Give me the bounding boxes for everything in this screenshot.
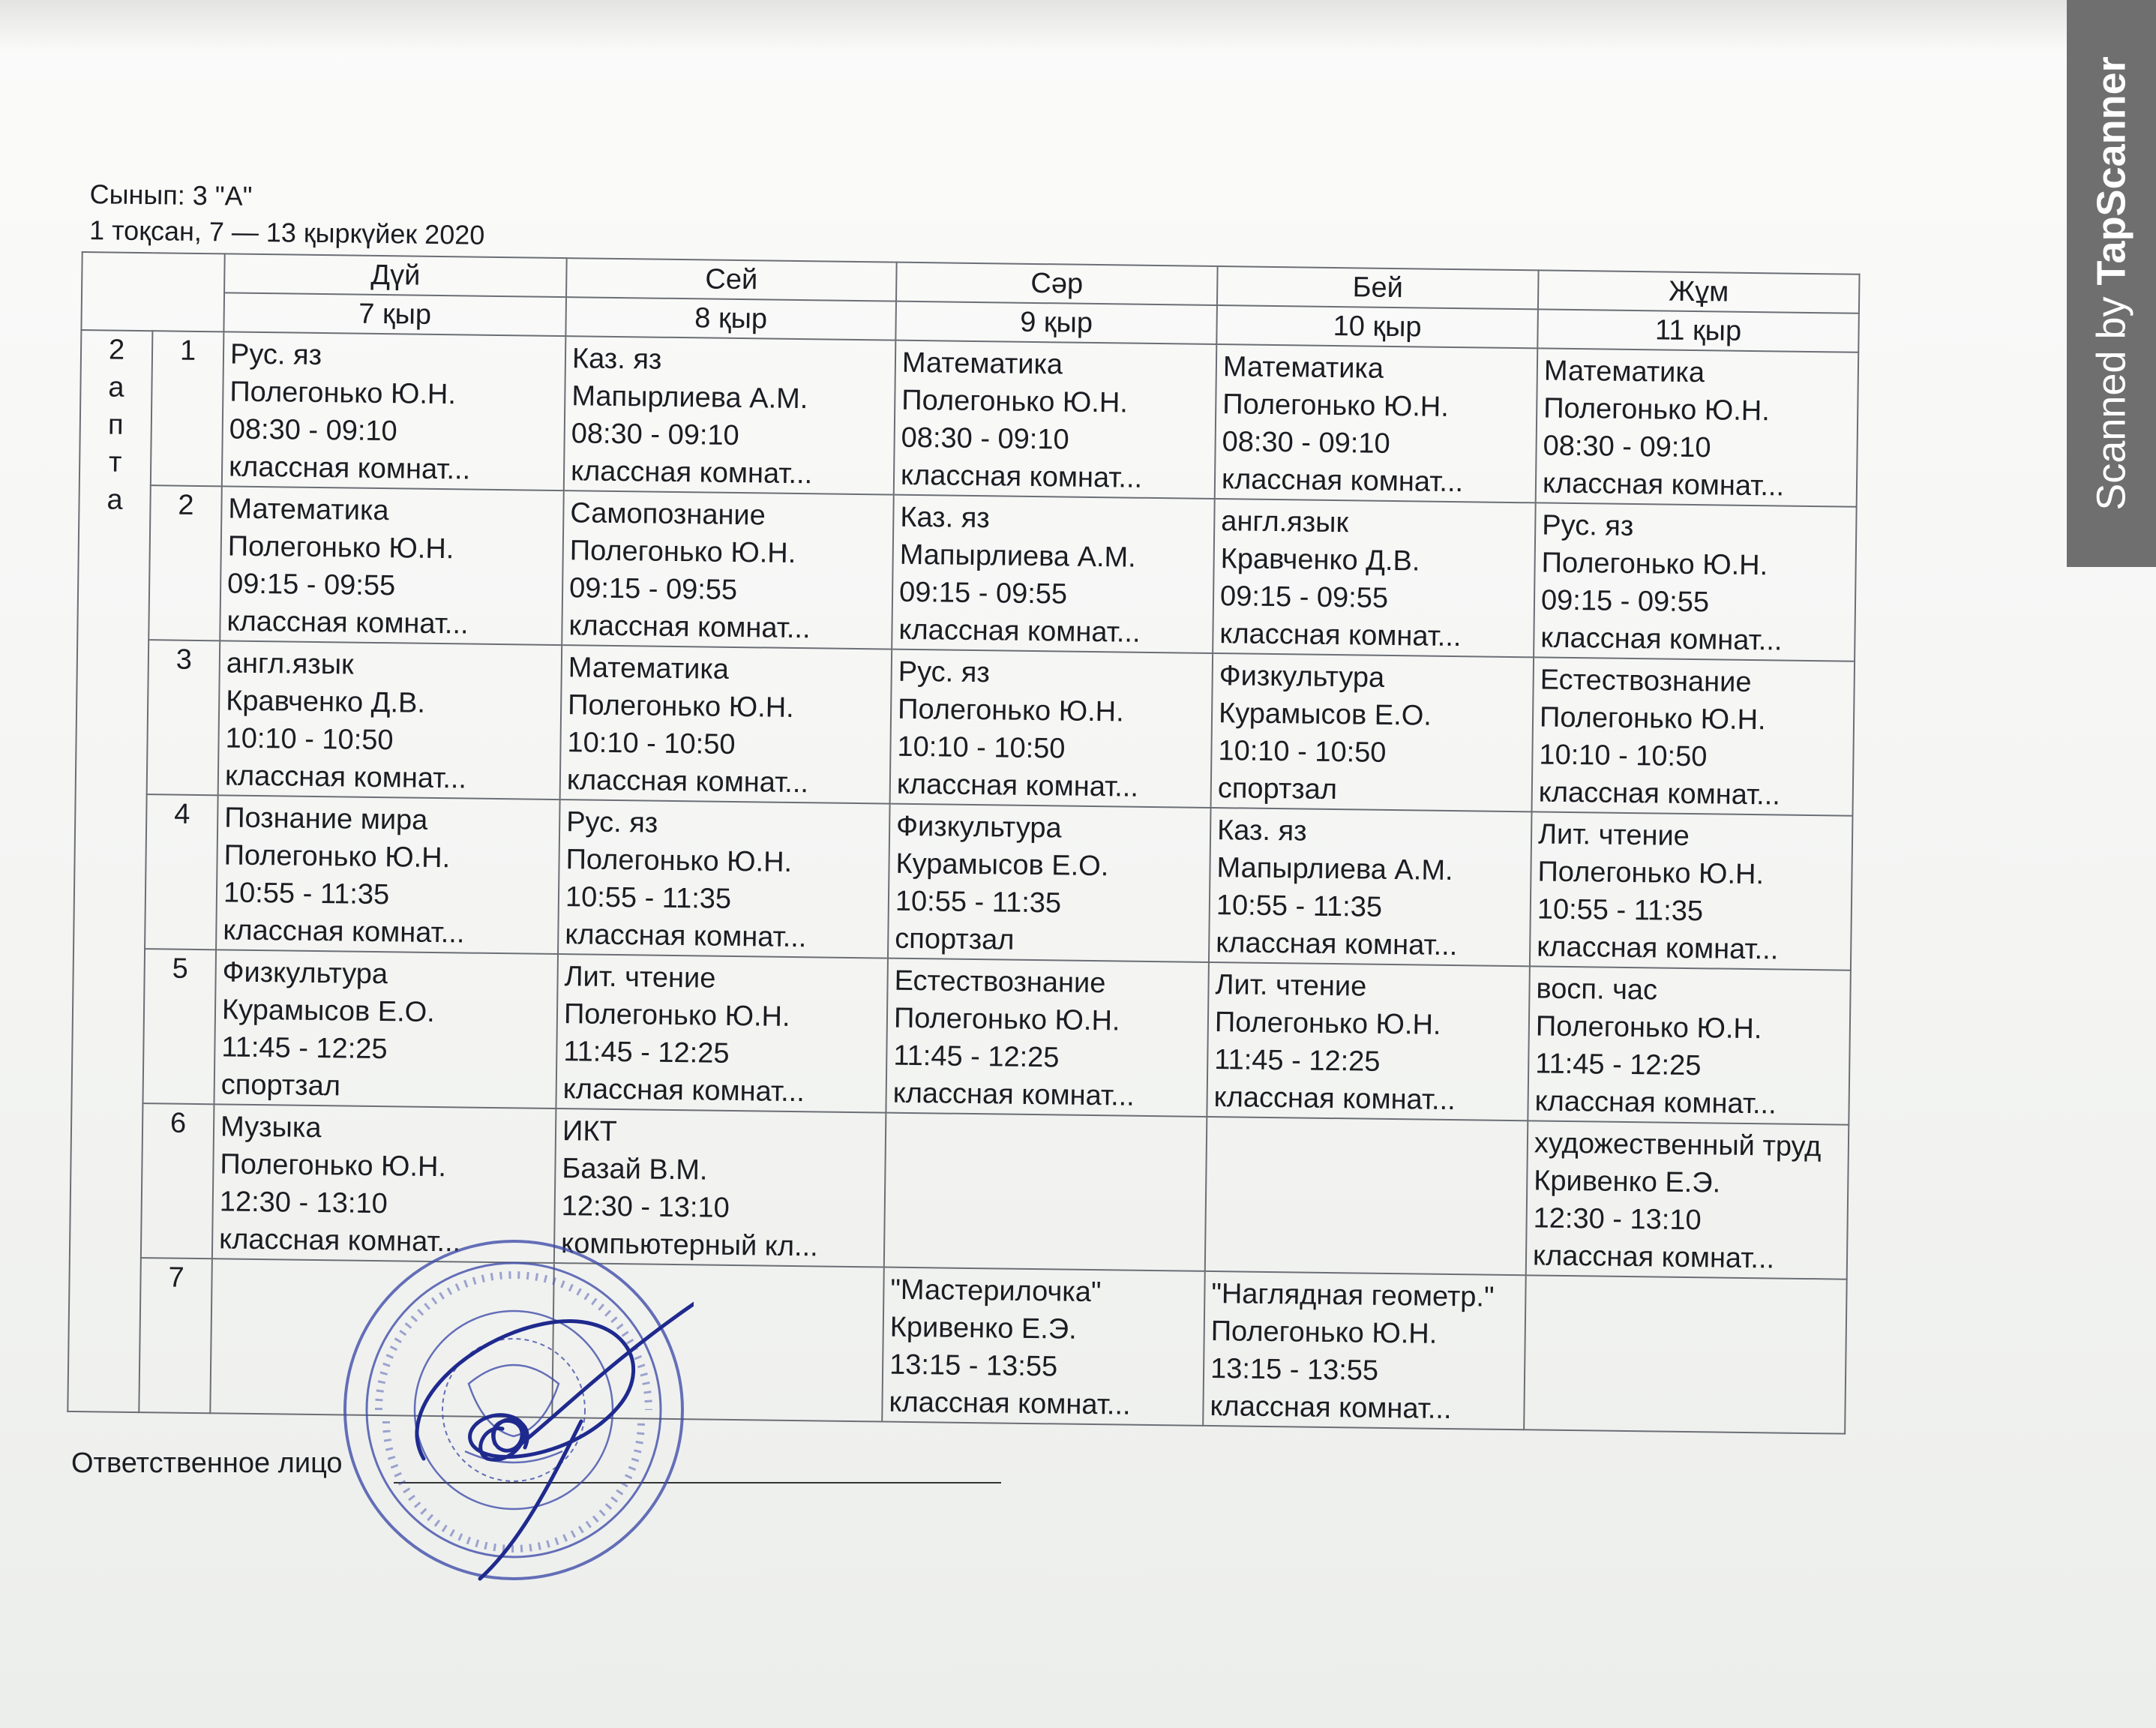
lesson-row	[79, 330, 1858, 507]
day-name: Сәр	[896, 262, 1218, 305]
lesson-room: компьютерный кл...	[560, 1228, 818, 1263]
lesson-room: классная комнат...	[1532, 1240, 1775, 1275]
lesson-subject: Физкультура	[895, 810, 1062, 844]
lesson-teacher: Мапырлиева А.М.	[571, 380, 808, 416]
day-date: 10 қыр	[1216, 305, 1538, 348]
day-date: 11 қыр	[1537, 309, 1859, 352]
day-date: 9 қыр	[895, 302, 1217, 344]
lesson-time: 09:15 - 09:55	[568, 572, 738, 607]
lesson-subject: Каз. яз	[1216, 814, 1307, 848]
lesson-cell	[1534, 502, 1857, 661]
lesson-cell	[1528, 966, 1851, 1124]
lesson-time: 11:45 - 12:25	[1535, 1048, 1702, 1082]
lesson-cell	[892, 495, 1215, 653]
lesson-room	[1212, 1233, 1520, 1274]
lesson-number: 4	[145, 794, 218, 950]
lesson-time: 10:10 - 10:50	[1218, 735, 1387, 769]
lesson-room	[1531, 1391, 1839, 1432]
lesson-row	[77, 484, 1856, 662]
lesson-room: классная комнат...	[218, 1223, 461, 1258]
lesson-room: классная комнат...	[1216, 927, 1458, 962]
week-letter: а	[108, 371, 124, 404]
lesson-subject: англ.язык	[226, 647, 354, 681]
lesson-teacher: Полегонько Ю.Н.	[893, 1002, 1120, 1037]
lesson-cell	[222, 332, 566, 490]
lesson-cell	[894, 340, 1217, 499]
lesson-teacher: Полегонько Ю.Н.	[1222, 388, 1450, 423]
lesson-time: 10:55 - 11:35	[1537, 893, 1704, 928]
lesson-time: 10:55 - 11:35	[223, 877, 390, 911]
lesson-teacher: Полегонько Ю.Н.	[1543, 392, 1771, 428]
lesson-room: классная комнат...	[566, 764, 809, 800]
lesson-cell	[890, 650, 1213, 808]
lesson-room: классная комнат...	[1210, 1390, 1452, 1426]
lesson-time: 10:10 - 10:50	[1539, 739, 1708, 773]
lesson-cell	[564, 336, 896, 495]
lesson-subject: Каз. яз	[571, 343, 662, 376]
lesson-time: 10:10 - 10:50	[225, 722, 394, 757]
lesson-cell	[1530, 812, 1853, 970]
page-edge-shadow	[0, 0, 2156, 52]
lesson-subject: Рус. яз	[229, 338, 322, 372]
lesson-number: 1	[151, 331, 224, 486]
corner-cell	[81, 252, 224, 332]
lesson-time: 08:30 - 09:10	[229, 413, 397, 448]
lesson-cell	[558, 800, 890, 958]
lesson-teacher: Курамысов Е.О.	[895, 848, 1109, 883]
lesson-room: классная комнат...	[1538, 776, 1781, 812]
lesson-teacher	[892, 1154, 1200, 1196]
lesson-cell	[884, 1113, 1207, 1271]
lesson-room: классная комнат...	[226, 605, 469, 640]
lesson-room: классная комнат...	[568, 610, 811, 645]
lesson-cell	[562, 490, 894, 650]
lesson-time: 12:30 - 13:10	[561, 1190, 730, 1224]
lesson-subject: Самопознание	[570, 497, 766, 532]
week-letter: т	[108, 446, 122, 478]
lesson-time: 12:30 - 13:10	[219, 1186, 388, 1220]
lesson-cell	[1213, 499, 1536, 657]
lesson-subject: Естествознание	[1540, 664, 1752, 699]
lesson-time: 09:15 - 09:55	[226, 568, 396, 602]
lesson-room: спортзал	[895, 922, 1015, 956]
lesson-row	[71, 948, 1850, 1125]
day-name: Дүй	[224, 254, 567, 297]
lesson-teacher: Базай В.М.	[562, 1153, 708, 1186]
lesson-time: 09:15 - 09:55	[898, 576, 1068, 610]
lesson-row	[73, 794, 1852, 970]
lesson-room: классная комнат...	[570, 455, 813, 490]
lesson-subject	[1213, 1120, 1522, 1162]
lesson-room: классная комнат...	[228, 451, 471, 486]
lesson-room: классная комнат...	[889, 1386, 1131, 1421]
lesson-number: 3	[147, 640, 220, 795]
lesson-cell	[1209, 808, 1532, 966]
lesson-room: классная комнат...	[562, 1073, 805, 1108]
lesson-teacher: Полегонько Ю.Н.	[1210, 1316, 1438, 1350]
lesson-room: классная комнат...	[1534, 1085, 1777, 1120]
lesson-cell	[1524, 1275, 1847, 1433]
lesson-subject: Музыка	[220, 1111, 322, 1144]
lesson-cell	[1207, 962, 1530, 1120]
lesson-teacher: Кравченко Д.В.	[225, 685, 426, 719]
school-seal-with-signature	[334, 1226, 694, 1594]
lesson-subject: Каз. яз	[900, 501, 991, 535]
lesson-teacher: Полегонько Ю.Н.	[1537, 856, 1765, 891]
lesson-teacher	[1531, 1316, 1840, 1358]
scanner-watermark	[2067, 0, 2156, 567]
lesson-subject: Физкультура	[1219, 660, 1385, 694]
lesson-cell	[560, 645, 892, 804]
lesson-subject: Познание мира	[224, 802, 428, 836]
lesson-room: классная комнат...	[1221, 464, 1464, 499]
lesson-number: 7	[139, 1258, 212, 1413]
lesson-subject: Лит. чтение	[1537, 818, 1690, 852]
lesson-row	[76, 639, 1855, 816]
lesson-teacher: Курамысов Е.О.	[1218, 698, 1432, 732]
lesson-time: 09:15 - 09:55	[1540, 584, 1710, 619]
lesson-cell	[1203, 1271, 1526, 1430]
class-title: Сынып: 3 "А"	[89, 178, 253, 212]
lesson-cell	[882, 1268, 1205, 1426]
lesson-subject: Математика	[568, 652, 730, 686]
lesson-subject: Математика	[1222, 351, 1384, 385]
scanner-prefix: Scanned by	[2089, 285, 2134, 511]
lesson-cell	[1211, 653, 1534, 812]
lesson-cell	[220, 486, 564, 645]
lesson-teacher: Полегонько Ю.Н.	[1214, 1006, 1441, 1041]
lesson-time: 08:30 - 09:10	[1222, 426, 1390, 460]
lesson-time: 08:30 - 09:10	[571, 418, 739, 452]
lesson-teacher: Полегонько Ю.Н.	[223, 839, 451, 874]
lesson-subject: Рус. яз	[898, 656, 991, 689]
week-letter: 2	[108, 334, 125, 366]
lesson-subject: восп. час	[1536, 973, 1658, 1006]
lesson-subject: англ.язык	[1221, 506, 1349, 539]
lesson-cell	[886, 958, 1209, 1117]
day-name: Сей	[566, 258, 897, 302]
lesson-subject: Физкультура	[222, 956, 388, 991]
lesson-time	[891, 1192, 1199, 1233]
lesson-time: 11:45 - 12:25	[563, 1036, 730, 1070]
lesson-teacher: Полегонько Ю.Н.	[229, 376, 457, 411]
lesson-room: классная комнат...	[1219, 618, 1462, 653]
lesson-room	[891, 1229, 1199, 1270]
lesson-subject: Математика	[901, 346, 1063, 381]
lesson-time: 10:55 - 11:35	[1216, 890, 1383, 923]
lesson-subject: Математика	[1543, 355, 1705, 389]
lesson-time: 10:10 - 10:50	[567, 727, 736, 760]
lesson-room: классная комнат...	[896, 768, 1139, 803]
lesson-cell	[214, 950, 558, 1108]
lesson-teacher	[1213, 1158, 1521, 1199]
lesson-time	[1212, 1196, 1520, 1237]
lesson-teacher: Полегонько Ю.Н.	[1535, 1010, 1762, 1046]
lesson-time: 11:45 - 12:25	[893, 1040, 1060, 1074]
lesson-teacher: Полегонько Ю.Н.	[565, 844, 793, 878]
lesson-time: 12:30 - 13:10	[1533, 1202, 1702, 1237]
lesson-time: 11:45 - 12:25	[1214, 1044, 1381, 1078]
lesson-subject: "Мастерилочка"	[890, 1274, 1102, 1309]
lesson-time: 10:55 - 11:35	[565, 881, 732, 915]
day-date: 8 қыр	[565, 297, 896, 340]
lesson-room: спортзал	[1217, 772, 1338, 806]
lesson-room: классная комнат...	[224, 760, 467, 795]
lesson-room: классная комнат...	[223, 914, 465, 950]
period-title: 1 тоқсан, 7 — 13 қыркүйек 2020	[88, 214, 485, 250]
lesson-time: 10:55 - 11:35	[895, 885, 1062, 920]
lesson-subject: Рус. яз	[1542, 509, 1634, 543]
lesson-number: 5	[142, 949, 216, 1104]
lesson-number: 2	[148, 485, 222, 640]
lesson-subject: художественный труд	[1534, 1127, 1822, 1163]
lesson-subject: ИКТ	[562, 1115, 617, 1148]
lesson-time: 11:45 - 12:25	[221, 1031, 388, 1066]
lesson-subject: Естествознание	[894, 964, 1106, 1000]
lesson-number: 6	[141, 1103, 214, 1258]
lesson-teacher: Кривенко Е.Э.	[889, 1311, 1077, 1346]
lesson-subject: Лит. чтение	[564, 961, 716, 994]
lesson-room: классная комнат...	[565, 919, 807, 954]
lesson-teacher: Полегонько Ю.Н.	[897, 693, 1124, 728]
lesson-room: классная комнат...	[1213, 1082, 1456, 1117]
lesson-time: 09:15 - 09:55	[1219, 580, 1389, 614]
lesson-teacher: Полегонько Ю.Н.	[220, 1148, 447, 1184]
lesson-subject: Рус. яз	[565, 806, 658, 839]
lesson-time: 08:30 - 09:10	[901, 422, 1069, 456]
lesson-room: спортзал	[220, 1069, 341, 1102]
lesson-room: классная комнат...	[892, 1077, 1135, 1112]
lesson-subject: Лит. чтение	[1215, 969, 1367, 1003]
lesson-subject: "Наглядная геометр."	[1211, 1278, 1495, 1313]
lesson-cell	[1532, 657, 1855, 815]
lesson-time: 13:15 - 13:55	[1210, 1353, 1379, 1387]
lesson-teacher: Полегонько Ю.Н.	[901, 384, 1129, 419]
lesson-time	[1531, 1354, 1840, 1395]
lesson-teacher: Мапырлиева А.М.	[1216, 852, 1453, 887]
lesson-teacher: Кривенко Е.Э.	[1534, 1165, 1721, 1199]
lesson-room: классная комнат...	[1540, 622, 1783, 657]
lesson-subject	[1532, 1279, 1840, 1320]
lesson-teacher: Полегонько Ю.Н.	[569, 535, 796, 569]
lesson-teacher: Кравченко Д.В.	[1220, 543, 1420, 578]
lesson-teacher: Курамысов Е.О.	[221, 994, 436, 1028]
week-letter: а	[106, 484, 123, 516]
week-letter: п	[107, 409, 124, 441]
lesson-cell	[1526, 1120, 1849, 1279]
day-name: Жұм	[1538, 270, 1860, 313]
lesson-teacher: Полегонько Ю.Н.	[227, 530, 454, 566]
lesson-cell	[216, 795, 560, 954]
day-date: 7 қыр	[223, 292, 566, 336]
lesson-teacher: Мапырлиева А.М.	[899, 538, 1137, 574]
lesson-room: классная комнат...	[900, 459, 1143, 494]
lesson-time: 08:30 - 09:10	[1543, 430, 1711, 464]
lesson-teacher: Полегонько Ю.Н.	[567, 689, 794, 724]
lesson-time: 10:10 - 10:50	[897, 730, 1066, 765]
day-name: Бей	[1217, 266, 1539, 309]
responsible-label: Ответственное лицо	[71, 1448, 343, 1479]
lesson-subject	[892, 1117, 1201, 1158]
lesson-room: классная комнат...	[1542, 467, 1785, 502]
lesson-cell	[888, 804, 1211, 962]
lesson-teacher: Полегонько Ю.Н.	[563, 998, 790, 1033]
lesson-time: 13:15 - 13:55	[889, 1348, 1058, 1383]
lesson-room: классная комнат...	[898, 614, 1141, 649]
lesson-teacher: Полегонько Ю.Н.	[1539, 701, 1766, 736]
lesson-subject: Математика	[228, 493, 389, 527]
lesson-cell	[218, 640, 562, 800]
lesson-cell	[1215, 344, 1538, 502]
scanner-brand: TapScanner	[2089, 56, 2134, 286]
lesson-teacher: Полегонько Ю.Н.	[1541, 547, 1768, 582]
lesson-cell	[556, 954, 888, 1113]
lesson-cell	[1536, 348, 1859, 506]
lesson-room: классная комнат...	[1536, 931, 1779, 966]
lesson-cell	[1205, 1117, 1528, 1275]
week-label	[67, 330, 152, 1412]
